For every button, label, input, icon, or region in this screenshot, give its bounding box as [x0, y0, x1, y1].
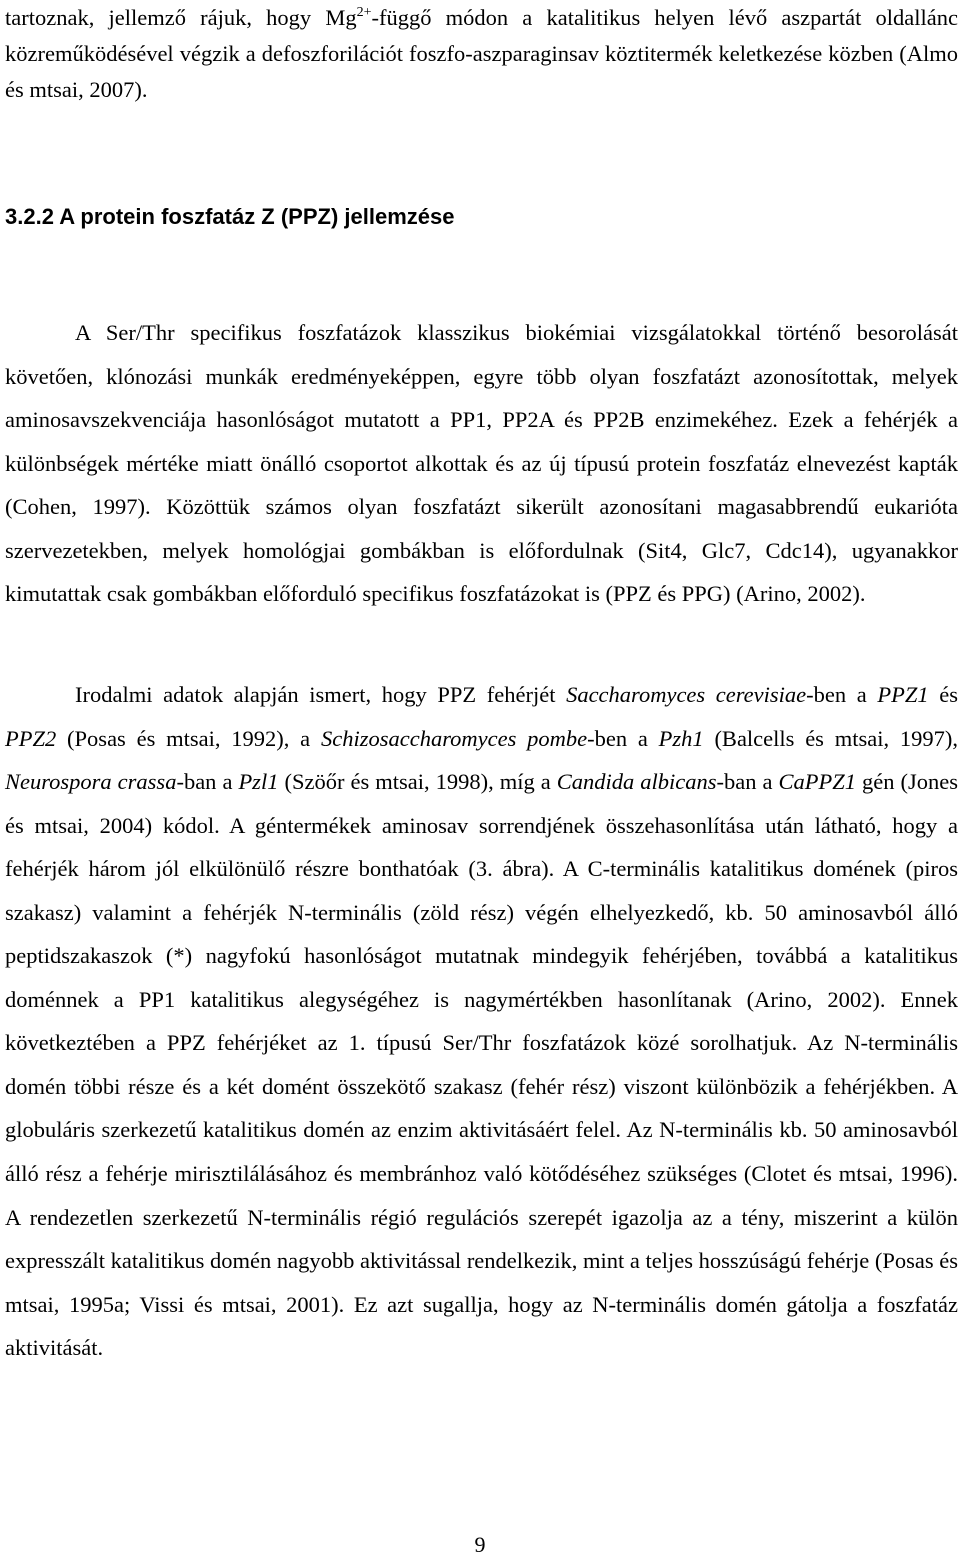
- section-heading: 3.2.2 A protein foszfatáz Z (PPZ) jellemzése: [5, 204, 455, 229]
- p2-text: és: [928, 682, 958, 707]
- gene-name: Pzh1: [658, 725, 704, 751]
- superscript-charge: 2+: [356, 5, 372, 20]
- species-name: Saccharomyces cerevisiae: [566, 682, 807, 707]
- p2-text: -ben a: [587, 725, 659, 751]
- p2-text: gén (Jones és mtsai, 2004) kódol. A géntermékek aminosav sorrendjének összehasonlítása után látható, hogy a fehérjék három jól elkülönülő részre bonthatóak (3. ábra). A C-terminális katalitikus domének (piros szakasz) valamint a fehérjék N-terminális (zöld rész) végén elhelyezkedő, kb. 50 aminosavból álló peptidszakaszok (*) nagyfokú hasonlóságot mutatnak mindegyik fehérjében, továbbá a katalitikus doménnek a PP1 katalitikus alegységéhez is nagymértékben hasonlítanak (Arino, 2002). Ennek következtében a PPZ fehérjéket az 1. típusú Ser/Thr foszfatázok közé sorolhatjuk. Az N-terminális domén többi része és a két domént összekötő szakasz (fehér rész) viszont különbözik a fehérjékben. A globuláris szerkezetű katalitikus domén az enzim aktivitásáért felel. Az N-terminális kb. 50 aminosavból álló rész a fehérje mirisztilálásához és membránhoz való kötődéséhez szükséges (Clotet és mtsai, 1996). A rendezetlen szerkezetű N-terminális régió regulációs szerepét igazolja az a tény, miszerint a külön expresszált katalitikus domén nagyobb aktivitással rendelkezik, mint a teljes hosszúságú fehérje (Posas és mtsai, 1995a; Vissi és mtsai, 2001). Ez azt sugallja, hogy az N-terminális domén gátolja a foszfatáz aktivitását.: [5, 769, 958, 1361]
- p2-text: (Balcells és mtsai, 1997),: [703, 725, 959, 751]
- p2-text: -ban a: [716, 769, 779, 795]
- species-name: Schizosaccharomyces pombe: [320, 725, 588, 751]
- intro-text-2: -függő módon a katalitikus helyen lévő aszpartát oldallánc közreműködésével végzik a defoszforilációt foszfo-aszparaginsav köztitermék keletkezése közben (Almo és mtsai, 2007).: [5, 5, 958, 102]
- species-name: Neurospora crassa: [5, 769, 177, 795]
- p2-text: Irodalmi adatok alapján ismert, hogy PPZ fehérjét: [75, 682, 567, 707]
- p2-text: (Posas és mtsai, 1992), a: [56, 725, 321, 751]
- gene-name: PPZ1: [877, 682, 929, 707]
- gene-name: Pzl1: [238, 769, 279, 795]
- gene-name: PPZ2: [5, 725, 57, 751]
- paragraph-1: A Ser/Thr specifikus foszfatázok klasszikus biokémiai vizsgálatokkal történő besorolását követően, klónozási munkák eredményeképpen, egyre több olyan foszfatázt azonosítottak, melyek aminosavszekvenciája hasonlóságot mutatott a PP1, PP2A és PP2B enzimekéhez. Ezek a fehérjék a különbségek mértéke miatt önálló csoportot alkottak és az új típusú protein foszfatáz elnevezést kapták (Cohen, 1997). Közöttük számos olyan foszfatázt sikerült azonosítani magasabbrendű eukarióta szervezetekben, melyek homológjai gombákban is előfordulnak (Sit4, Glc7, Cdc14), ugyanakkor kimutattak csak gombákban előforduló specifikus foszfatázokat is (PPZ és PPG) (Arino, 2002).: [5, 320, 958, 606]
- p2-text: (Szöőr és mtsai, 1998), míg a: [278, 769, 557, 795]
- p2-text: -ben a: [806, 682, 878, 707]
- intro-paragraph: [5, 0, 958, 108]
- page-number: 9: [474, 1532, 486, 1557]
- intro-text-1: tartoznak, jellemző rájuk, hogy Mg: [5, 5, 357, 30]
- gene-name: CaPPZ1: [778, 769, 856, 795]
- species-name: Candida albicans: [556, 769, 717, 795]
- paragraph-2: [5, 673, 958, 1370]
- p2-text: -ban a: [176, 769, 239, 795]
